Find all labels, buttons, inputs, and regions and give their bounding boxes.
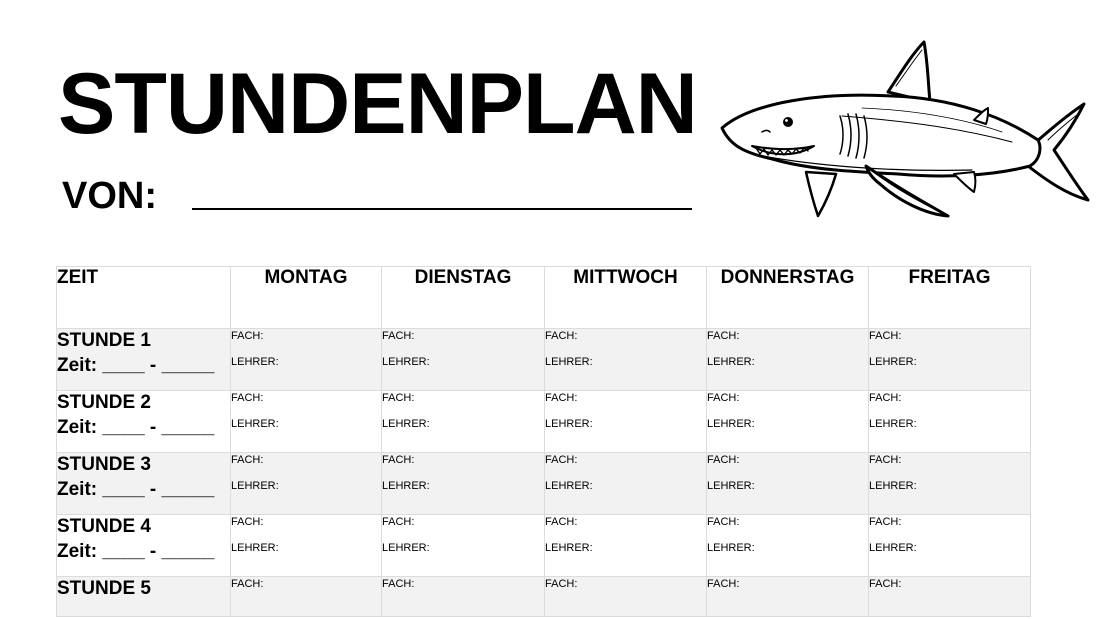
page-title: STUNDENPLAN (58, 56, 697, 152)
cell-mittwoch (545, 453, 707, 515)
fach-label: FACH: (231, 392, 264, 404)
stunde-label: STUNDE 3 (57, 454, 151, 475)
day-header-freitag: FREITAG (869, 267, 1031, 329)
stunde-label: STUNDE 4 (57, 516, 151, 537)
von-label: VON: (62, 175, 157, 217)
cell-mittwoch (545, 577, 707, 617)
cell-dienstag (382, 329, 545, 391)
lehrer-label: LEHRER: (869, 356, 917, 368)
fach-label: FACH: (707, 392, 740, 404)
time-cell (57, 515, 231, 577)
time-cell (57, 577, 231, 617)
stunde-label: STUNDE 1 (57, 330, 151, 351)
time-cell (57, 453, 231, 515)
cell-freitag (869, 329, 1031, 391)
lehrer-label: LEHRER: (707, 356, 755, 368)
fach-label: FACH: (545, 392, 578, 404)
schedule-table (56, 266, 1031, 617)
fach-label: FACH: (545, 578, 578, 590)
day-header-montag: MONTAG (231, 267, 382, 329)
cell-mittwoch (545, 329, 707, 391)
table-row (57, 453, 1031, 515)
day-header-donnerstag: DONNERSTAG (707, 267, 869, 329)
fach-label: FACH: (382, 392, 415, 404)
fach-label: FACH: (231, 454, 264, 466)
lehrer-label: LEHRER: (869, 480, 917, 492)
time-cell (57, 329, 231, 391)
day-header-mittwoch: MITTWOCH (545, 267, 707, 329)
table-row (57, 391, 1031, 453)
table-row (57, 329, 1031, 391)
cell-donnerstag (707, 515, 869, 577)
stunde-label: STUNDE 2 (57, 392, 151, 413)
fach-label: FACH: (545, 330, 578, 342)
cell-donnerstag (707, 577, 869, 617)
cell-donnerstag (707, 329, 869, 391)
day-header-dienstag: DIENSTAG (382, 267, 545, 329)
lehrer-label: LEHRER: (707, 542, 755, 554)
fach-label: FACH: (869, 392, 902, 404)
fach-label: FACH: (869, 578, 902, 590)
lehrer-label: LEHRER: (869, 542, 917, 554)
lehrer-label: LEHRER: (707, 480, 755, 492)
fach-label: FACH: (707, 578, 740, 590)
cell-dienstag (382, 577, 545, 617)
zeit-header: ZEIT (57, 267, 231, 329)
lehrer-label: LEHRER: (231, 418, 279, 430)
stunde-label: STUNDE 5 (57, 578, 151, 599)
lehrer-label: LEHRER: (231, 542, 279, 554)
lehrer-label: LEHRER: (231, 356, 279, 368)
cell-montag (231, 453, 382, 515)
lehrer-label: LEHRER: (382, 356, 430, 368)
zeit-blank: Zeit: ____ - _____ (57, 355, 215, 376)
lehrer-label: LEHRER: (382, 542, 430, 554)
zeit-blank: Zeit: ____ - _____ (57, 479, 215, 500)
lehrer-label: LEHRER: (545, 418, 593, 430)
shark-illustration (692, 24, 1096, 250)
fach-label: FACH: (382, 330, 415, 342)
fach-label: FACH: (382, 454, 415, 466)
time-cell (57, 391, 231, 453)
table-row (57, 515, 1031, 577)
table-row (57, 577, 1031, 617)
cell-mittwoch (545, 515, 707, 577)
fach-label: FACH: (382, 516, 415, 528)
fach-label: FACH: (869, 330, 902, 342)
lehrer-label: LEHRER: (382, 418, 430, 430)
cell-dienstag (382, 453, 545, 515)
cell-mittwoch (545, 391, 707, 453)
fach-label: FACH: (707, 330, 740, 342)
lehrer-label: LEHRER: (545, 542, 593, 554)
cell-dienstag (382, 391, 545, 453)
fach-label: FACH: (545, 454, 578, 466)
cell-montag (231, 391, 382, 453)
fach-label: FACH: (707, 454, 740, 466)
von-name-line (192, 208, 692, 210)
zeit-blank: Zeit: ____ - _____ (57, 417, 215, 438)
cell-freitag (869, 515, 1031, 577)
cell-freitag (869, 453, 1031, 515)
cell-dienstag (382, 515, 545, 577)
fach-label: FACH: (707, 516, 740, 528)
lehrer-label: LEHRER: (545, 480, 593, 492)
lehrer-label: LEHRER: (707, 418, 755, 430)
cell-freitag (869, 577, 1031, 617)
fach-label: FACH: (545, 516, 578, 528)
fach-label: FACH: (869, 516, 902, 528)
cell-montag (231, 515, 382, 577)
cell-donnerstag (707, 453, 869, 515)
fach-label: FACH: (869, 454, 902, 466)
lehrer-label: LEHRER: (869, 418, 917, 430)
fach-label: FACH: (231, 578, 264, 590)
cell-montag (231, 577, 382, 617)
fach-label: FACH: (231, 516, 264, 528)
cell-donnerstag (707, 391, 869, 453)
fach-label: FACH: (231, 330, 264, 342)
lehrer-label: LEHRER: (382, 480, 430, 492)
lehrer-label: LEHRER: (231, 480, 279, 492)
zeit-blank: Zeit: ____ - _____ (57, 541, 215, 562)
fach-label: FACH: (382, 578, 415, 590)
cell-montag (231, 329, 382, 391)
cell-freitag (869, 391, 1031, 453)
lehrer-label: LEHRER: (545, 356, 593, 368)
